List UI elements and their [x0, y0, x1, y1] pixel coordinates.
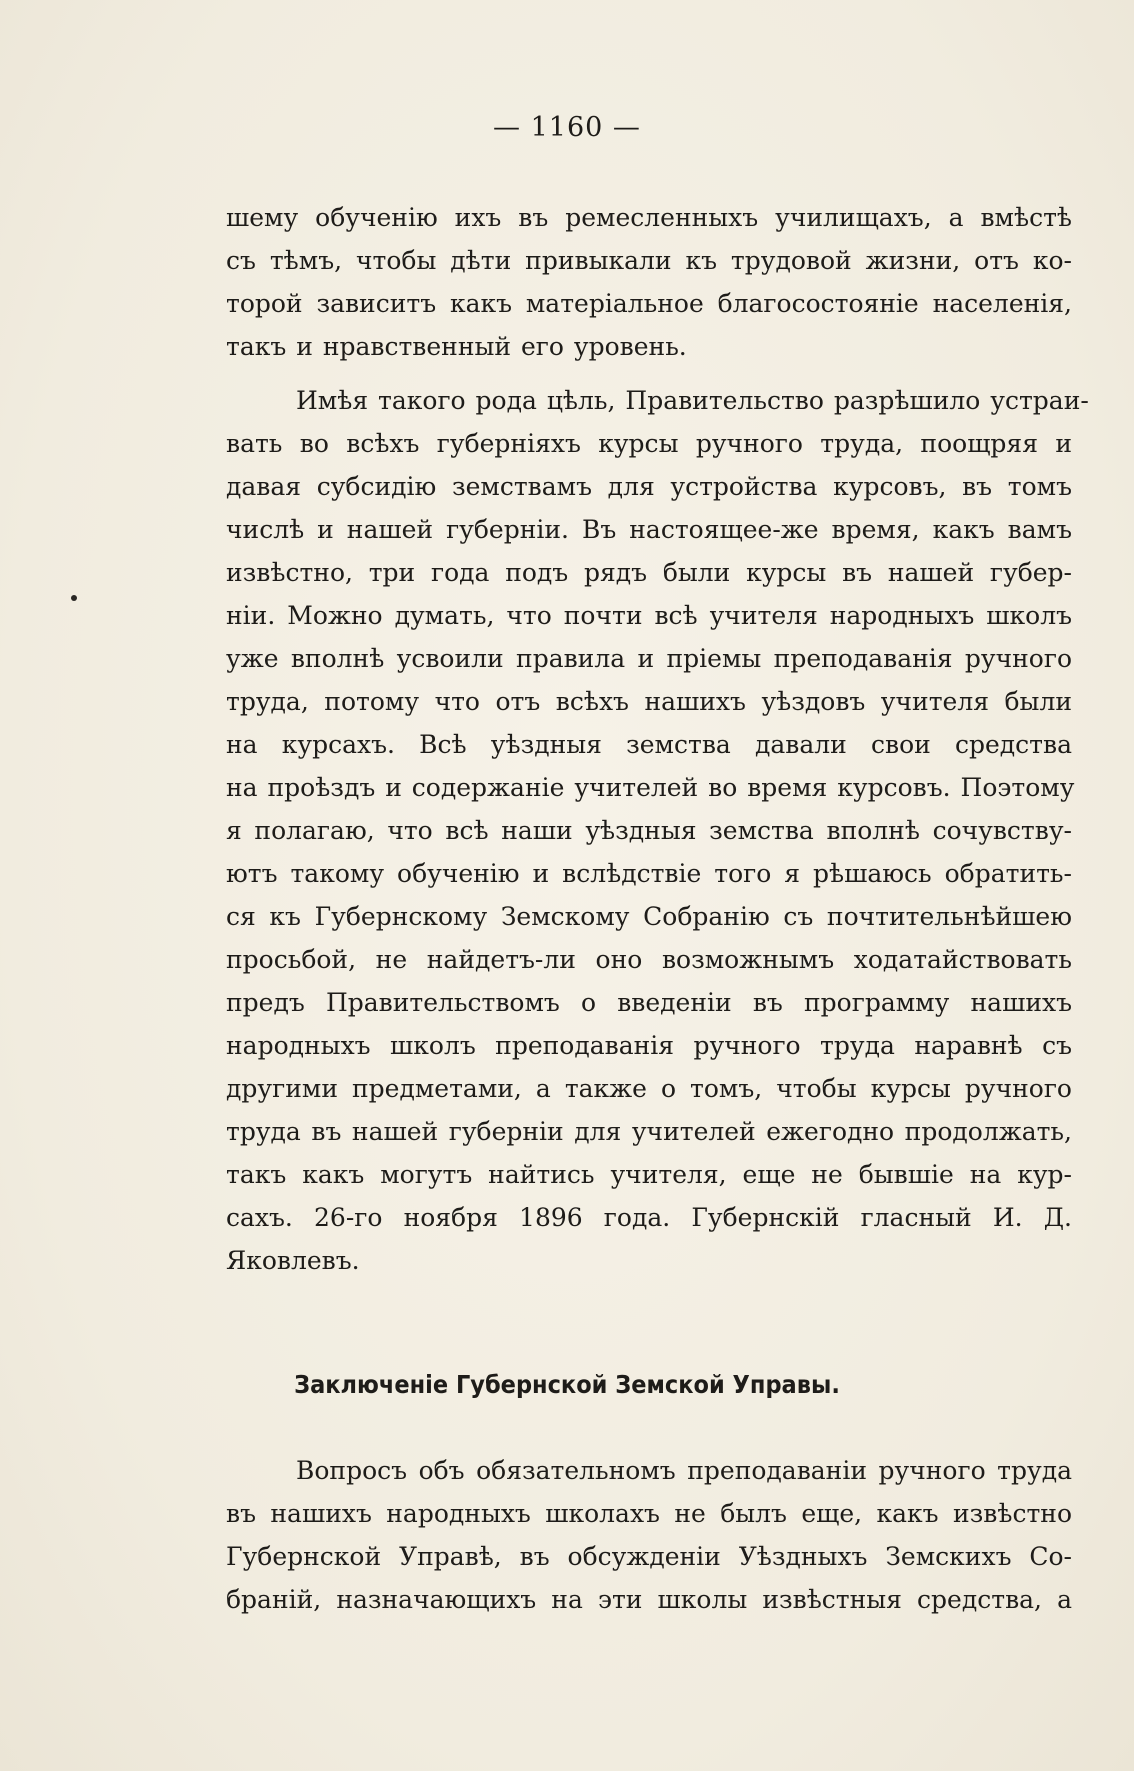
text-line: сахъ. 26-го ноября 1896 года. Губернскій гласный И. Д. [226, 1203, 1072, 1232]
text-line: торой зависитъ какъ матеріальное благосостояніе населенія, [226, 289, 1072, 318]
text-line: въ нашихъ народныхъ школахъ не былъ еще, какъ извѣстно [226, 1499, 1072, 1528]
paragraph-yakovlev-proposal [226, 379, 1089, 1282]
text-line: на курсахъ. Всѣ уѣздныя земства давали свои средства [226, 730, 1072, 759]
text-line: Губернской Управѣ, въ обсужденіи Уѣздныхъ Земскихъ Со- [226, 1542, 1072, 1571]
text-line: шему обученію ихъ въ ремесленныхъ училищахъ, а вмѣстѣ [226, 203, 1072, 232]
paragraph-uprava-conclusion [226, 1449, 1072, 1621]
text-line: ся къ Губернскому Земскому Собранію съ почтительнѣйшею [226, 902, 1072, 931]
text-line: извѣстно, три года подъ рядъ были курсы въ нашей губер- [226, 558, 1072, 587]
text-line: труда, потому что отъ всѣхъ нашихъ уѣздовъ учителя были [226, 687, 1072, 716]
text-line: браній, назначающихъ на эти школы извѣстныя средства, а [226, 1585, 1072, 1614]
text-line: уже вполнѣ усвоили правила и пріемы преподаванія ручного [226, 644, 1072, 673]
text-line: на проѣздъ и содержаніе учителей во время курсовъ. Поэтому [226, 773, 1075, 802]
text-line: Яковлевъ. [226, 1246, 360, 1275]
text-line: ютъ такому обученію и вслѣдствіе того я рѣшаюсь обратить- [226, 859, 1072, 888]
text-line: съ тѣмъ, чтобы дѣти привыкали къ трудовой жизни, отъ ко- [226, 246, 1072, 275]
text-line: народныхъ школъ преподаванія ручного труда наравнѣ съ [226, 1031, 1072, 1060]
page-number: — 1160 — [493, 112, 641, 143]
paragraph-continuation [226, 196, 1072, 368]
text-line: вать во всѣхъ губерніяхъ курсы ручного труда, поощряя и [226, 429, 1072, 458]
text-line: такъ какъ могутъ найтись учителя, еще не бывшіе на кур- [226, 1160, 1072, 1189]
text-line: просьбой, не найдетъ-ли оно возможнымъ ходатайствовать [226, 945, 1072, 974]
text-line: Имѣя такого рода цѣль, Правительство разрѣшило устраи- [296, 386, 1089, 415]
text-line: труда въ нашей губерніи для учителей ежегодно продолжать, [226, 1117, 1072, 1146]
text-line: числѣ и нашей губерніи. Въ настоящее-же время, какъ вамъ [226, 515, 1072, 544]
text-line: другими предметами, а также о томъ, чтобы курсы ручного [226, 1074, 1072, 1103]
text-line: я полагаю, что всѣ наши уѣздныя земства вполнѣ сочувству- [226, 816, 1072, 845]
section-heading: Заключеніе Губернской Земской Управы. [294, 1370, 840, 1399]
text-line: Вопросъ объ обязательномъ преподаваніи ручного труда [296, 1456, 1072, 1485]
text-line: такъ и нравственный его уровень. [226, 332, 687, 361]
text-line: ніи. Можно думать, что почти всѣ учителя народныхъ школъ [226, 601, 1072, 630]
margin-ink-dot [71, 595, 77, 601]
text-line: давая субсидію земствамъ для устройства курсовъ, въ томъ [226, 472, 1072, 501]
text-line: предъ Правительствомъ о введеніи въ программу нашихъ [226, 988, 1072, 1017]
